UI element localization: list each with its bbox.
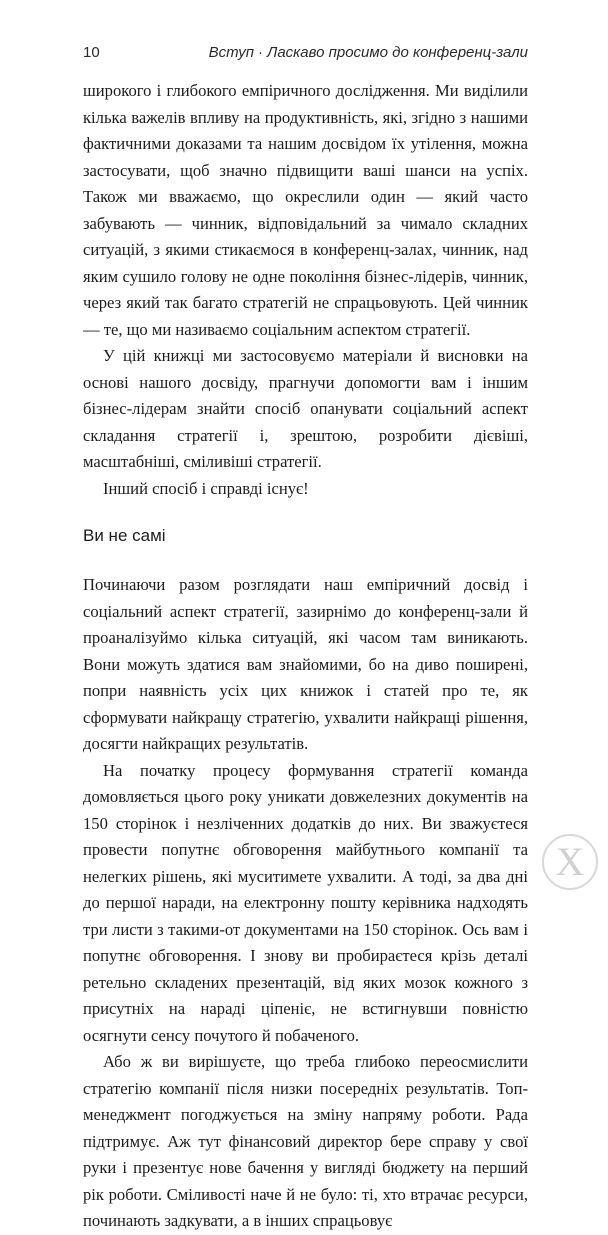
section-heading: Ви не самі	[83, 526, 166, 545]
page-header	[83, 44, 528, 68]
paragraph: Починаючи разом розглядати наш емпіричний досвід і соціальний аспект стратегії, зазирнімо до конференц-зали й проаналізуймо кілька ситуацій, які часом там виникають. Вони можуть здатися вам знайомими, бо на диво поширені, попри наявність усіх цих книжок і статей про те, як сформувати найкращу стратегію, ухвалити найкращі рішення, досягти найкращих результатів.	[83, 575, 528, 753]
watermark-logo	[542, 834, 598, 890]
page-number: 10	[83, 44, 100, 61]
section-title: Ласкаво просимо до конференц-зали	[267, 44, 528, 61]
title-separator: ·	[258, 44, 264, 61]
paragraph: широкого і глибокого емпіричного дослідження. Ми виділили кілька важелів впливу на продуктивність, які, згідно з нашими фактичними доказами та нашим досвідом їх утілення, можна застосувати, щоб значно підвищити ваші шанси на успіх. Також ми вважаємо, що окреслили один — який часто забувають — чинник, відповідальний за чимало складних ситуацій, з якими стикаємося в конференц-залах, чинник, над яким сушило голову не одне покоління бізнес-лідерів, чинник, через який так багато стратегій не спрацьовують. Цей чинник — те, що ми називаємо соціальним аспектом стратегії.	[83, 81, 528, 339]
body-text	[83, 78, 528, 1235]
paragraph: Або ж ви вирішуєте, що треба глибоко переосмислити стратегію компанії після низки посередніх результатів. Топ-менеджмент погоджується на зміну напряму роботи. Рада підтримує. Аж тут фінансовий директор бере справу у свої руки і презентує нове бачення у вигляді бюджету на перший рік роботи. Сміливості наче й не було: ті, хто втрачає ресурси, починають задкувати, а в інших спрацьовує	[83, 1052, 528, 1230]
logo-letter: X	[555, 839, 585, 884]
running-title	[209, 44, 528, 61]
paragraph: У цій книжці ми застосовуємо матеріали й висновки на основі нашого досвіду, прагнучи допомогти вам і іншим бізнес-лідерам знайти спосіб опанувати соціальний аспект складання стратегії і, зрештою, розробити дієвіші, масштабніші, сміливіші стратегії.	[83, 346, 528, 471]
paragraph: Інший спосіб і справді існує!	[103, 478, 309, 498]
chapter-label: Вступ	[208, 44, 255, 61]
paragraph: На початку процесу формування стратегії команда домовляється цього року уникати довжелезних документів на 150 сторінок і незліченних додатків до них. Ви зважуєтеся провести попутнє обговорення майбутнього компанії та нелегких рішень, які муситимете ухвалити. А тоді, за два дні до першої наради, на електронну пошту керівника надходять три листи з такими-от документами на 150 сторінок. Ось вам і попутнє обговорення. І знову ви пробираєтеся крізь деталі ретельно складених презентацій, від яких мозок кожного з присутніх на нараді ціпеніє, не встигнувши повністю осягнути сенсу почутого й побаченого.	[83, 760, 528, 1045]
